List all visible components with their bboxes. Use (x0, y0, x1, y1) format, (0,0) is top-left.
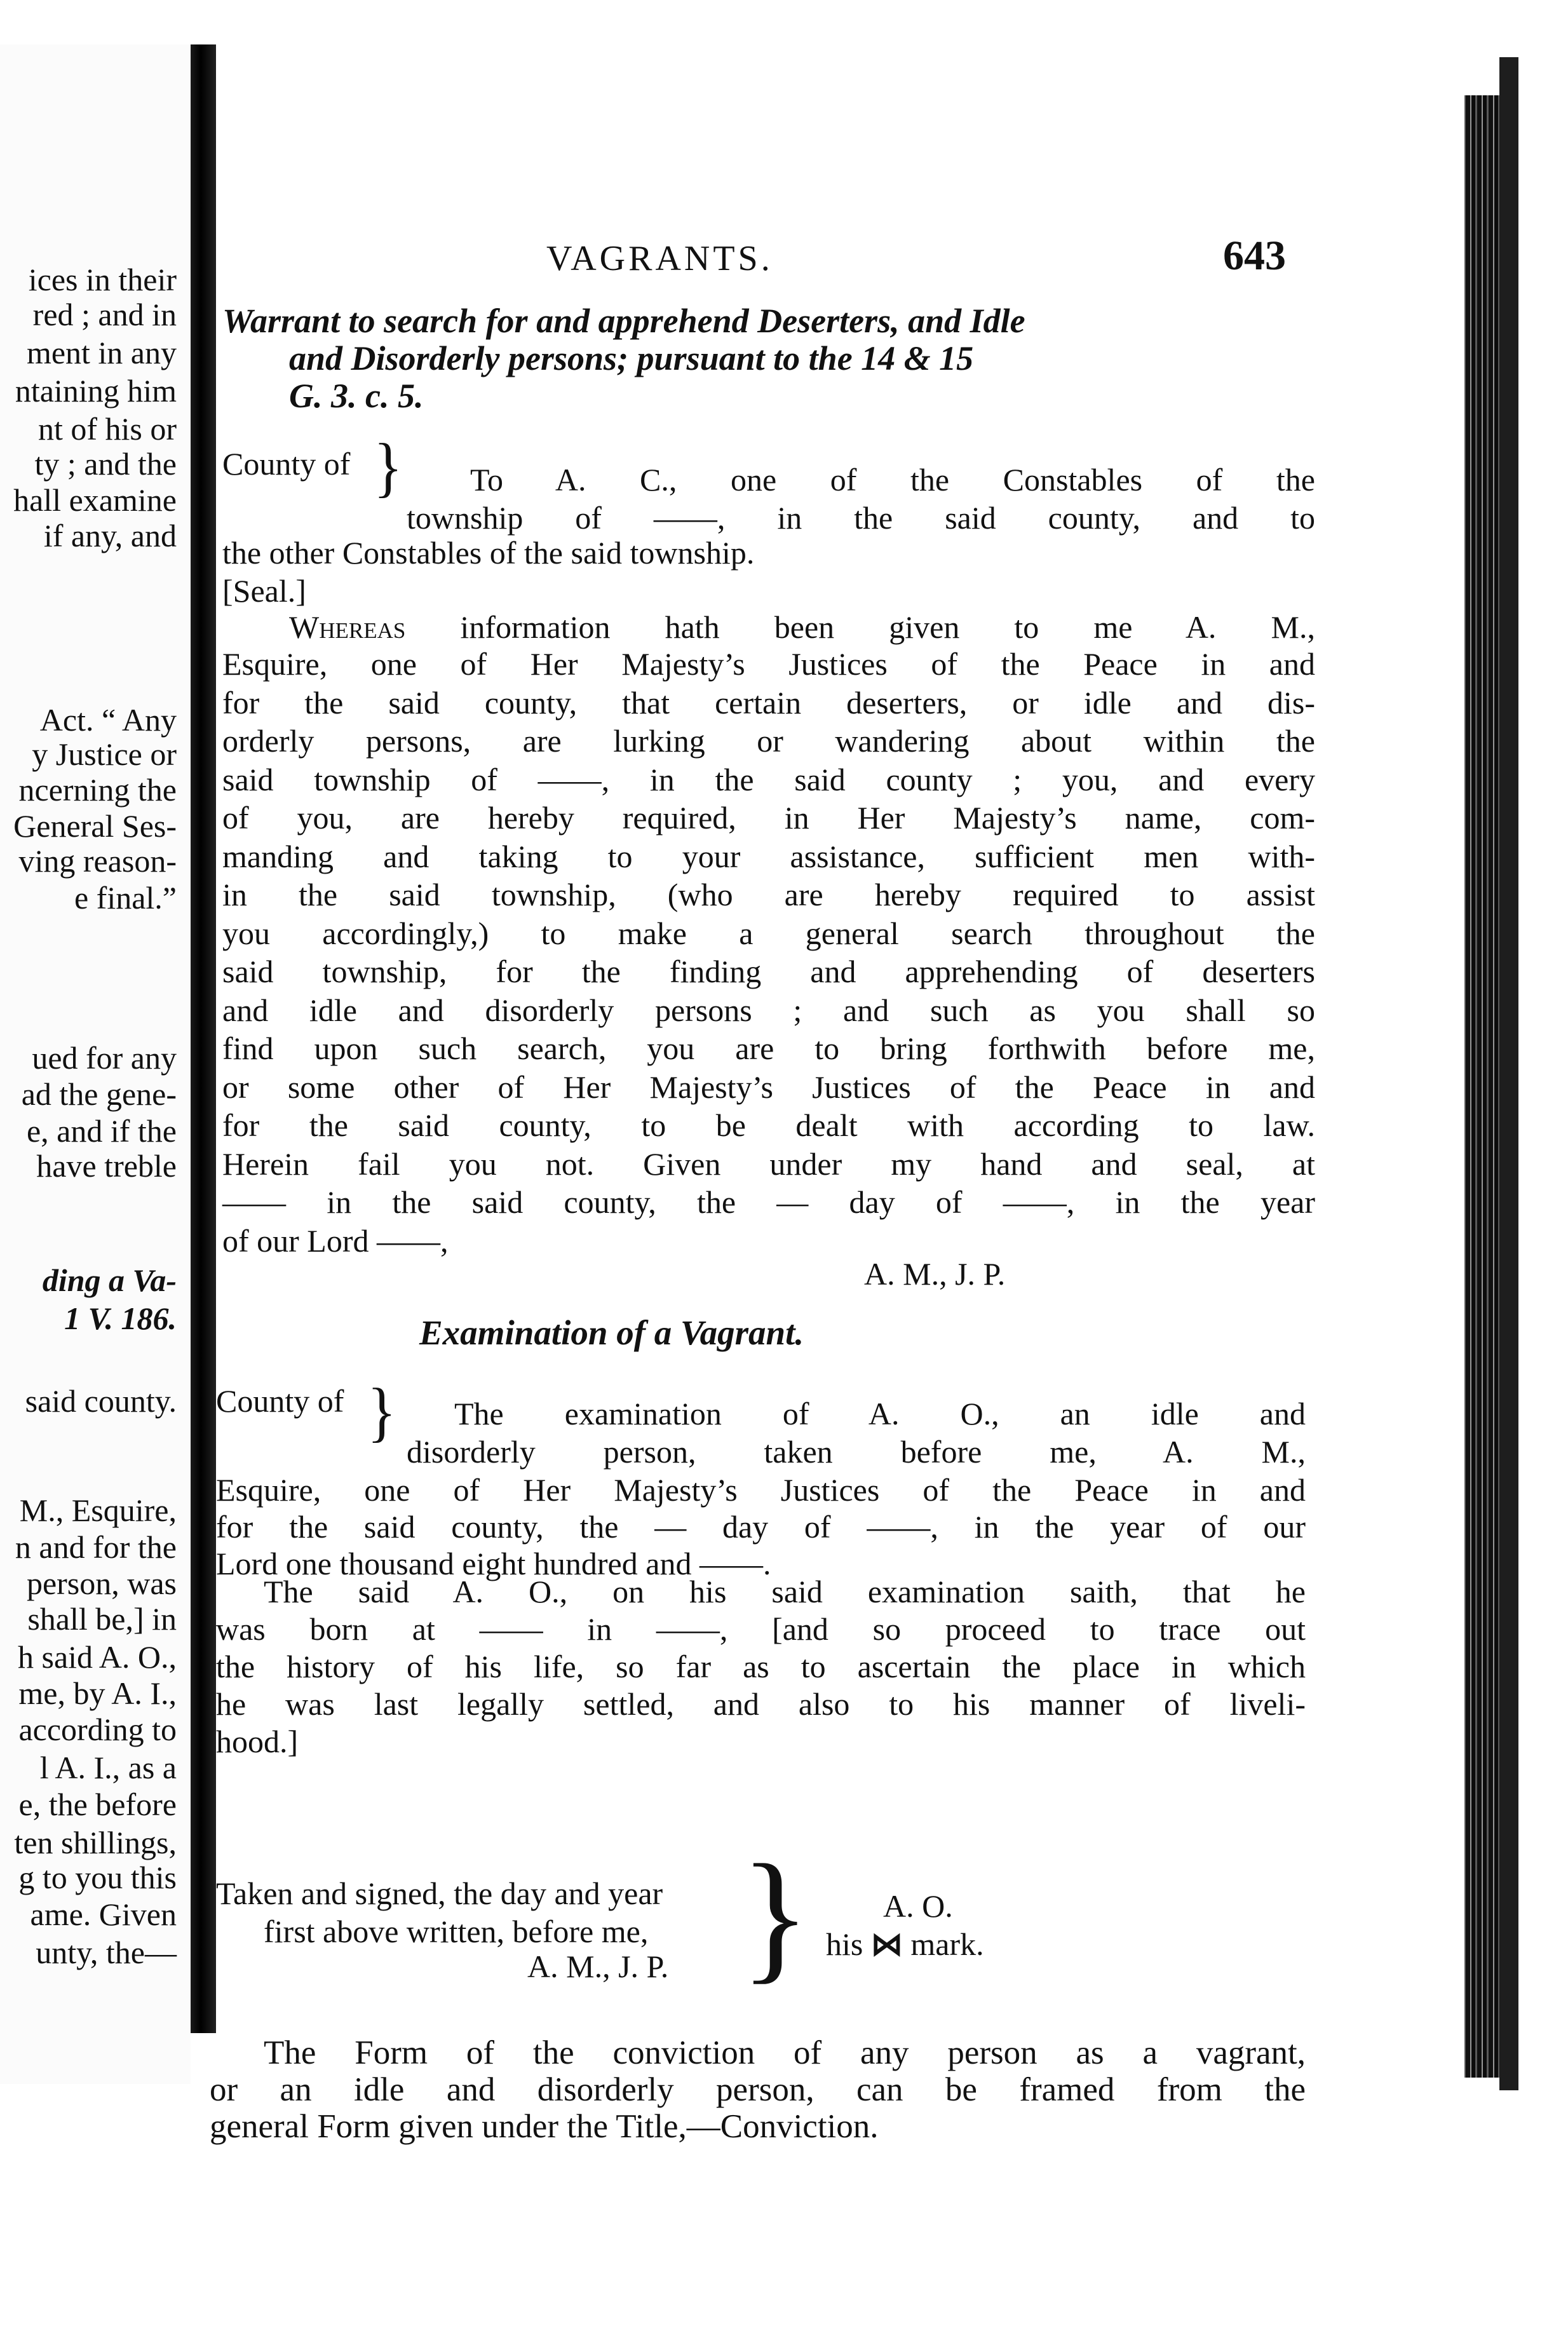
closing-line: or an idle and disorderly person, can be framed from the (210, 2071, 1306, 2108)
examination-body-line: for the said county, the — day of ——, in the year of our (216, 1509, 1306, 1545)
left-page-line: according to (18, 1712, 177, 1747)
taken-line-2: first above written, before me, (264, 1914, 649, 1949)
examination-para2-line: The said A. O., on his said examination saith, that he (264, 1574, 1306, 1609)
left-page-line: red ; and in (32, 297, 177, 332)
warrant-body-line: in the said township, (who are hereby required to assist (222, 877, 1315, 912)
left-page-line: me, by A. I., (18, 1675, 177, 1711)
warrant-county-label: County of (222, 446, 351, 482)
page-number: 643 (1223, 233, 1286, 279)
taken-brace: } (740, 1834, 811, 1996)
warrant-body-line: Esquire, one of Her Majesty’s Justices of the Peace in and (222, 646, 1315, 682)
left-page-line: e final.” (74, 880, 177, 916)
left-page-line: ntaining him (15, 373, 177, 409)
left-page-line: ving reason- (18, 843, 177, 879)
left-page-line: y Justice or (32, 736, 177, 772)
warrant-body-line: and idle and disorderly persons ; and such as you shall so (222, 992, 1315, 1028)
left-page-line: n and for the (15, 1529, 177, 1565)
warrant-body-line: said township of ——, in the said county ; you, and every (222, 761, 1315, 797)
warrant-body-line: you accordingly,) to make a general search throughout the (222, 915, 1315, 951)
mark-line (826, 1928, 984, 1960)
warrant-body-line: orderly persons, are lurking or wandering about within the (222, 723, 1315, 759)
left-page-line: ad the gene- (21, 1076, 177, 1112)
examination-intro-line-1: The examination of A. O., an idle and (454, 1396, 1306, 1431)
left-page-line: unty, the— (36, 1935, 177, 1970)
mark-word: mark. (910, 1926, 984, 1962)
warrant-body-line: for the said county, that certain deserters, or idle and dis- (222, 684, 1315, 720)
warrant-body-line: —— in the said county, the — day of ——, in the year (222, 1184, 1315, 1220)
mark-name: A. O. (883, 1888, 953, 1924)
left-page-line: g to you this (18, 1860, 177, 1895)
warrant-body-line: manding and taking to your assistance, sufficient men with- (222, 838, 1315, 874)
mark-symbol: ⋈ (870, 1926, 903, 1962)
warrant-heading-line-1: Warrant to search for and apprehend Deserters, and Idle (222, 302, 1025, 340)
examination-heading: Examination of a Vagrant. (419, 1313, 804, 1352)
warrant-signature: A. M., J. P. (864, 1256, 1006, 1292)
page-header (216, 232, 1464, 289)
left-page-line: h said A. O., (18, 1639, 177, 1675)
left-page-line: e, the before (18, 1787, 177, 1822)
warrant-heading-line-3: G. 3. c. 5. (289, 377, 424, 415)
left-page-line: Act. “ Any (39, 702, 177, 738)
left-page-line: person, was (26, 1565, 177, 1601)
left-page-line: e, and if the (26, 1113, 177, 1149)
left-page-line: ding a Va- (42, 1262, 177, 1298)
warrant-body-first-text: information hath been given to me A. M., (405, 609, 1315, 645)
closing-line: The Form of the conviction of any person as a vagrant, (264, 2034, 1306, 2071)
warrant-body-line: for the said county, to be dealt with according to law. (222, 1107, 1315, 1143)
running-head: VAGRANTS. (546, 239, 773, 278)
warrant-body-line: Herein fail you not. Given under my hand and seal, at (222, 1146, 1315, 1182)
left-page-line: ten shillings, (14, 1825, 177, 1860)
examination-county-label: County of (216, 1383, 344, 1419)
main-page (210, 64, 1464, 2145)
warrant-body-line: of our Lord ——, (222, 1222, 449, 1259)
left-page-line: said county. (25, 1383, 177, 1419)
left-page-line: ncerning the (18, 772, 177, 808)
warrant-body-line: said township, for the finding and apprehending of deserters (222, 954, 1315, 989)
examination-para2-line: the history of his life, so far as to ascertain the place in which (216, 1649, 1306, 1684)
book-gutter (191, 44, 216, 2033)
left-page-line: nt of his or (37, 411, 177, 447)
taken-line-3: A. M., J. P. (527, 1949, 669, 1984)
left-page-line: ment in any (26, 335, 177, 370)
examination-para2-line: he was last legally settled, and also to his manner of liveli- (216, 1686, 1306, 1722)
warrant-body-line: of you, are hereby required, in Her Majesty’s name, com- (222, 800, 1315, 835)
warrant-address-line-3: the other Constables of the said township. (222, 535, 755, 571)
left-page-line: M., Esquire, (19, 1492, 177, 1528)
warrant-body-first-line (289, 611, 1315, 643)
mark-his: his (826, 1926, 863, 1962)
warrant-address-line-1: To A. C., one of the Constables of the (470, 462, 1315, 497)
left-page-line: General Ses- (13, 808, 177, 844)
examination-body-line: Esquire, one of Her Majesty’s Justices of the Peace in and (216, 1472, 1306, 1508)
left-page-line: have treble (36, 1148, 177, 1184)
left-page-line: ame. Given (30, 1897, 177, 1932)
book-edge-shadow (1499, 57, 1518, 2090)
examination-intro-line-2: disorderly person, taken before me, A. M., (407, 1434, 1306, 1470)
taken-line-1: Taken and signed, the day and year (216, 1876, 663, 1911)
left-page-line: ued for any (32, 1040, 177, 1076)
examination-county-brace: } (367, 1374, 396, 1449)
warrant-address-line-2: township of ——, in the said county, and to (407, 500, 1315, 536)
examination-body-line: Lord one thousand eight hundred and ——. (216, 1546, 771, 1581)
left-page-line: hall examine (13, 482, 177, 518)
left-facing-page (0, 44, 191, 2084)
closing-line: general Form given under the Title,—Conviction. (210, 2108, 879, 2145)
left-page-line: 1 V. 186. (64, 1301, 177, 1336)
warrant-seal: [Seal.] (222, 573, 306, 609)
examination-para2-line: hood.] (216, 1724, 299, 1759)
warrant-body-line: or some other of Her Majesty’s Justices of the Peace in and (222, 1069, 1315, 1105)
left-page-line: if any, and (43, 518, 177, 553)
left-page-line: ty ; and the (34, 446, 177, 482)
left-page-line: shall be,] in (27, 1601, 177, 1637)
warrant-heading-line-2: and Disorderly persons; pursuant to the 14 & 15 (289, 339, 974, 377)
warrant-body-line: find upon such search, you are to bring forthwith before me, (222, 1031, 1315, 1066)
warrant-county-brace: } (374, 429, 403, 504)
left-page-line: ices in their (28, 262, 177, 297)
whereas-word: Whereas (289, 609, 406, 645)
left-page-line: l A. I., as a (39, 1750, 177, 1785)
examination-para2-line: was born at —— in ——, [and so proceed to trace out (216, 1611, 1306, 1647)
